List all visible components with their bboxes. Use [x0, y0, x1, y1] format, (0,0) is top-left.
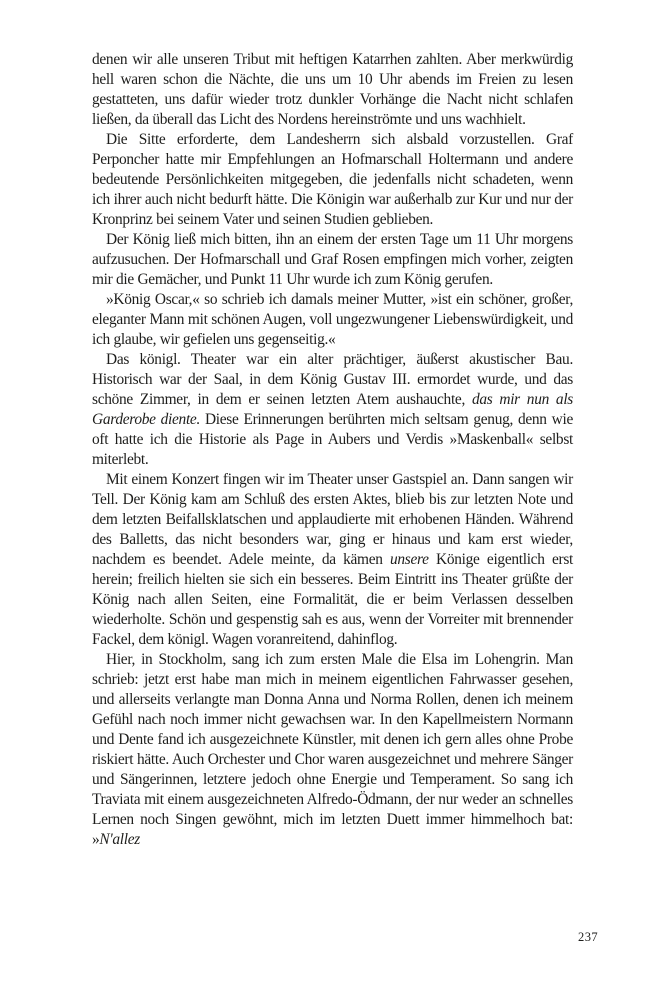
text-segment: Das königl. Theater war ein alter prächtiger, äußerst akustischer Bau. Historisch war der Saal, in dem König Gustav III. ermordet wurde, und das schöne Zimmer, in dem er seinen letzten Atem aushauchte, [92, 351, 573, 408]
paragraph [92, 50, 573, 130]
text-segment: denen wir alle unseren Tribut mit heftigen Katarrhen zahlten. Aber merkwürdig hell waren schon die Nächte, die uns um 10 Uhr abends im Freien zu lesen gestatteten, uns dafür wieder trotz dunkler Vorhänge die Nacht nicht schlafen ließen, da überall das Licht des Nordens hereinströmte und uns wachhielt. [92, 51, 573, 128]
text-segment: Könige eigentlich erst herein; freilich hielten sie sich ein besseres. Beim Eintritt ins Theater grüßte der König nach allen Seiten, eine Formalität, die er beim Verlassen desselben wiederholte. Schön und gespenstig sah es aus, wenn der Vorreiter mit brennender Fackel, dem königl. Wagen voranreitend, dahinflog. [92, 551, 573, 648]
text-segment: Die Sitte erforderte, dem Landesherrn sich alsbald vorzustellen. Graf Perponcher hatte mir Empfehlungen an Hofmarschall Holtermann und andere bedeutende Persönlichkeiten mitgegeben, die jedenfalls nicht schadeten, wenn ich ihrer auch nicht bedurft hätte. Die Königin war außerhalb zur Kur und nur der Kronprinz bei seinem Vater und seinen Studien geblieben. [92, 131, 573, 228]
text-segment: Der König ließ mich bitten, ihn an einem der ersten Tage um 11 Uhr morgens aufzusuchen. Der Hofmarschall und Graf Rosen empfingen mich vorher, zeigten mir die Gemächer, und Punkt 11 Uhr wurde ich zum König gerufen. [92, 231, 573, 288]
paragraph [92, 350, 573, 470]
paragraph [92, 130, 573, 230]
page-number: 237 [578, 930, 598, 944]
emphasized-text-segment: N'allez [99, 831, 140, 848]
paragraph [92, 230, 573, 290]
text-segment: Diese Erinnerungen berührten mich seltsam genug, denn wie oft hatte ich die Historie als Page in Aubers und Verdis »Maskenball« selbst miterlebt. [92, 411, 573, 468]
emphasized-text-segment: unsere [390, 551, 429, 568]
text-segment: »König Oscar,« so schrieb ich damals meiner Mutter, »ist ein schöner, großer, eleganter Mann mit schönen Augen, voll ungezwungener Liebenswürdigkeit, und ich glaube, wir gefielen uns gegenseitig.« [92, 291, 573, 348]
paragraph [92, 290, 573, 350]
paragraph [92, 650, 573, 850]
text-segment: Hier, in Stockholm, sang ich zum ersten Male die Elsa im Lohengrin. Man schrieb: jetzt erst habe man mich in meinem eigentlichen Fahrwasser gesehen, und allerseits verlangte man Donna Anna und Norma Rollen, denen ich meinem Gefühl nach noch immer nicht gewachsen war. In den Kapellmeistern Normann und Dente fand ich ausgezeichnete Künstler, mit denen ich gern alles ohne Probe riskiert hätte. Auch Orchester und Chor waren ausgezeichnet und mehrere Sänger und Sängerinnen, letztere jedoch ohne Energie und Temperament. So sang ich Traviata mit einem ausgezeichneten Alfredo-Ödmann, der nur weder an schnelles Lernen noch Singen gewöhnt, mich im letzten Duett immer himmelhoch bat: » [92, 651, 573, 848]
text-segment: Mit einem Konzert fingen wir im Theater unser Gastspiel an. Dann sangen wir Tell. Der König kam am Schluß des ersten Aktes, blieb bis zur letzten Note und dem letzten Beifallsklatschen und applaudierte mit erhobenen Händen. Während des Balletts, das nicht besonders war, ging er hinaus und kam erst wieder, nachdem es beendet. Adele meinte, da kämen [92, 471, 573, 568]
paragraph [92, 470, 573, 650]
text-block [92, 50, 573, 850]
emphasized-text-segment: das mir nun als Garderobe diente. [92, 391, 573, 428]
